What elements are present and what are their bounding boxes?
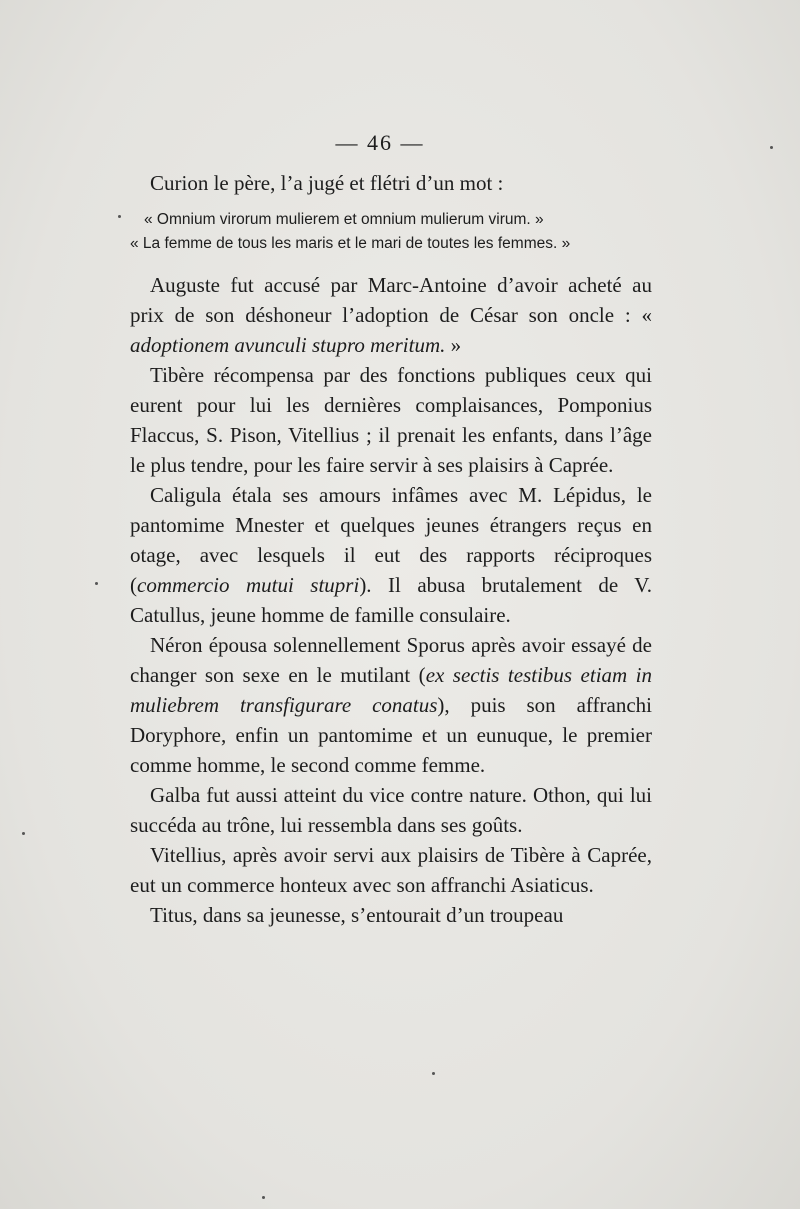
french-quote: « La femme de tous les maris et le mari de toutes les femmes. »: [130, 235, 571, 252]
paragraph-auguste-text: Auguste fut accusé par Marc-Antoine d’avoir acheté au prix de son déshoneur l’adoption de César son oncle : «: [130, 273, 652, 327]
paragraph-titus: Titus, dans sa jeunesse, s’entourait d’un troupeau: [150, 903, 564, 927]
scan-speck: [432, 1072, 435, 1075]
paragraph-neron-text: Néron épousa solennellement Sporus après avoir essayé de changer son sexe en le mutilant (: [130, 633, 652, 687]
paragraph-galba: Galba fut aussi atteint du vice contre nature. Othon, qui lui succéda au trône, lui ressembla dans ses goûts.: [130, 783, 652, 837]
scan-speck: [262, 1196, 265, 1199]
paragraph-auguste: [130, 270, 652, 360]
paragraph-caligula: [130, 480, 652, 630]
latin-phrase-adoptionem: adoptionem avunculi stupro meritum.: [130, 333, 446, 357]
latin-phrase-ex-sectis: ex sectis testibus etiam in muliebrem transfigurare conatus: [130, 663, 652, 717]
paragraph-vitellius: Vitellius, après avoir servi aux plaisirs de Tibère à Caprée, eut un commerce honteux avec son affranchi Asiaticus.: [130, 843, 652, 897]
paragraph-neron-end: ), puis son affranchi Doryphore, enfin un pantomime et un eunuque, le premier comme homme, le second comme femme.: [130, 693, 652, 777]
body-text: [130, 168, 652, 930]
paragraph-caligula-text: Caligula étala ses amours infâmes avec M. Lépidus, le pantomime Mnester et quelques jeunes étrangers reçus en otage, avec lesquels il eut des rapports réciproques (: [130, 483, 652, 597]
scan-speck: [118, 215, 121, 218]
paragraph-tibere: Tibère récompensa par des fonctions publiques ceux qui eurent pour lui les dernières complaisances, Pomponius Flaccus, S. Pison, Vitellius ; il prenait les enfants, dans l’âge le plus tendre, pour les faire servir à ses plaisirs à Caprée.: [130, 363, 652, 477]
paragraph-neron: [130, 630, 652, 780]
latin-quote: « Omnium virorum mulierem et omnium mulierum virum. »: [144, 211, 544, 228]
scan-speck: [22, 832, 25, 835]
latin-phrase-commercio: commercio mutui stupri: [137, 573, 360, 597]
page-number: — 46 —: [335, 130, 425, 155]
scan-speck: [95, 582, 98, 585]
paragraph-auguste-end: »: [445, 333, 462, 357]
scan-speck: [770, 146, 773, 149]
paragraph-curion: Curion le père, l’a jugé et flétri d’un mot :: [150, 171, 504, 195]
paragraph-caligula-end: ). Il abusa brutalement de V. Catullus, jeune homme de famille consulaire.: [130, 573, 652, 627]
